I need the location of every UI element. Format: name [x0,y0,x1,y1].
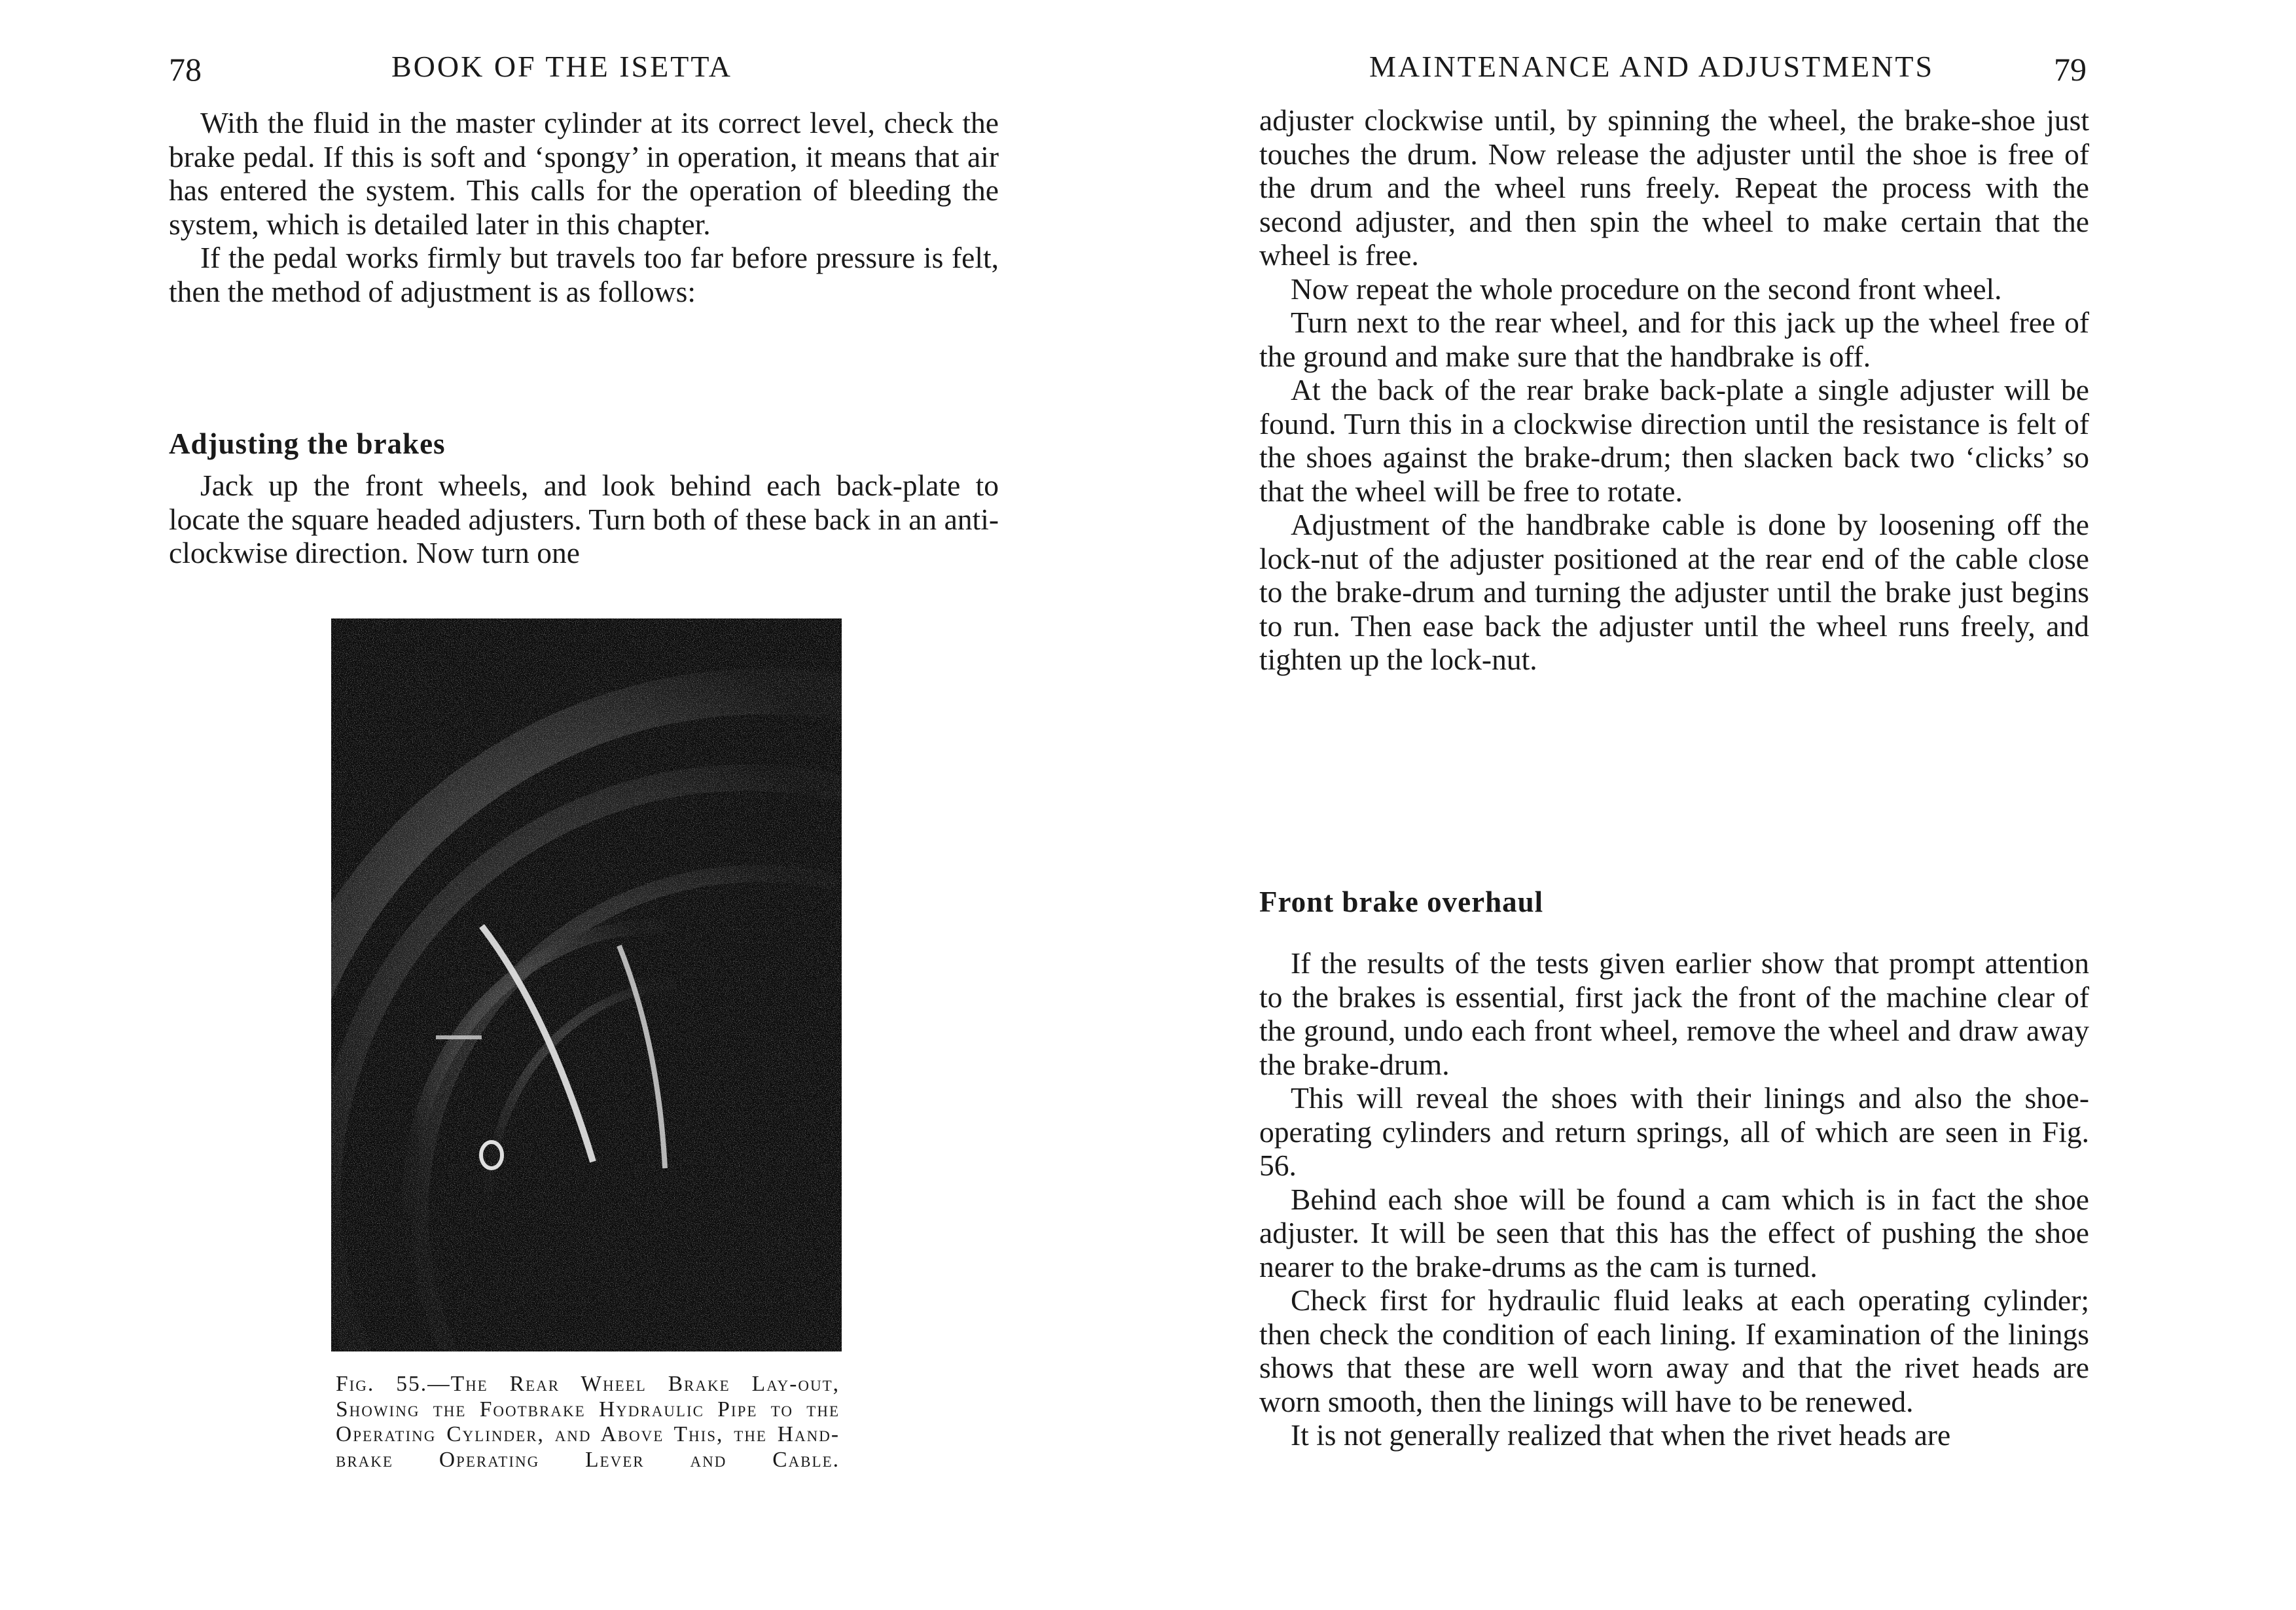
figure-caption: Fig. 55.—The Rear Wheel Brake Lay-out, Showing the Footbrake Hydraulic Pipe to the Operating Cylinder, and Above This, the Hand-brake Operating Lever and Cable. [336,1372,840,1472]
paragraph: Jack up the front wheels, and look behind each back-plate to locate the square headed adjusters. Turn both of these back in an anti-clockwise direction. Now turn one [169,469,999,569]
paragraph: At the back of the rear brake back-plate a single adjuster will be found. Turn this in a clockwise direction until the resistance is felt of the shoes against the brake-drum; then slacken back two ‘clicks’ so that the wheel will be free to rotate. [1259,373,2089,508]
right-page [1148,0,2296,1610]
right-body-text [1259,103,2089,677]
page-number-left: 78 [169,51,202,88]
right-section [1259,885,2089,1452]
paragraph: Now repeat the whole procedure on the second front wheel. [1291,272,2002,306]
paragraph: Check first for hydraulic fluid leaks at each operating cylinder; then check the condition of each lining. If examination of the linings shows that these are well worn away and that the rivet heads are worn smooth, then the linings will have to be renewed. [1259,1283,2089,1418]
paragraph: It is not generally realized that when the rivet heads are [1291,1418,1951,1452]
paragraph: adjuster clockwise until, by spinning the wheel, the brake-shoe just touches the drum. Now release the adjuster until the shoe is free of the drum and the wheel runs freely. Repeat the process with the second adjuster, and then spin the wheel to make certain that the wheel is free. [1259,103,2089,272]
section-heading: Front brake overhaul [1259,885,1544,918]
brake-layout-photo [331,618,842,1351]
paragraph: Adjustment of the handbrake cable is done by loosening off the lock-nut of the adjuster positioned at the rear end of the cable close to the brake-drum and turning the adjuster until the brake just begins to run. Then ease back the adjuster until the wheel runs freely, and tighten up the lock-nut. [1259,508,2089,676]
paragraph: If the pedal works firmly but travels too far before pressure is felt, then the method of adjustment is as follows: [169,241,999,308]
paragraph: Behind each shoe will be found a cam which is in fact the shoe adjuster. It will be seen that this has the effect of pushing the shoe nearer to the brake-drums as the cam is turned. [1259,1182,2089,1283]
left-body-text [169,106,999,308]
paragraph: Turn next to the rear wheel, and for this jack up the wheel free of the ground and make sure that the handbrake is off. [1259,306,2089,373]
figure-photo [331,618,842,1351]
section-heading: Adjusting the brakes [169,427,446,460]
paragraph: If the results of the tests given earlier show that prompt attention to the brakes is essential, first jack the front of the machine clear of the ground, undo each front wheel, remove the wheel and draw away the brake-drum. [1259,946,2089,1081]
running-head-right: MAINTENANCE AND ADJUSTMENTS [1369,50,1935,83]
paragraph: This will reveal the shoes with their linings and also the shoe-operating cylinders and return springs, all of which are seen in Fig. 56. [1259,1081,2089,1182]
running-head-left: BOOK OF THE ISETTA [391,50,732,83]
left-section [169,427,999,570]
paragraph: With the fluid in the master cylinder at its correct level, check the brake pedal. If this is soft and ‘spongy’ in operation, it means that air has entered the system. This calls for the operation of bleeding the system, which is detailed later in this chapter. [169,106,999,241]
page-number-right: 79 [2054,51,2087,88]
